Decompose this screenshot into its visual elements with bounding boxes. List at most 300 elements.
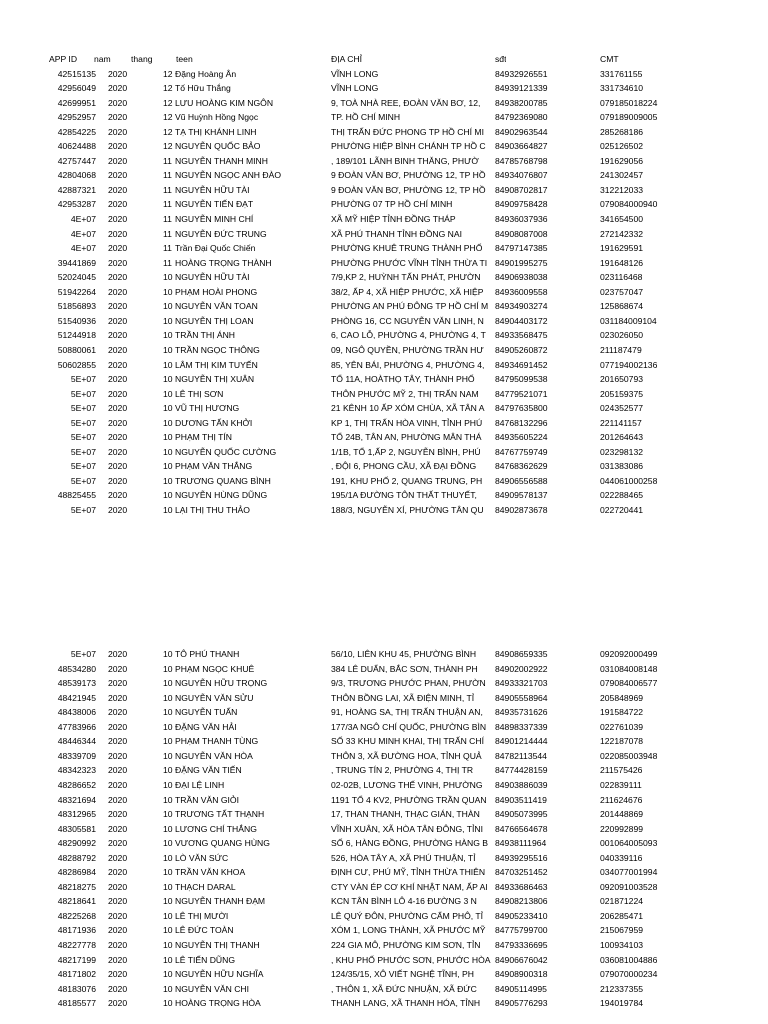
cell-nam: 2020 xyxy=(108,475,128,486)
cell-sdt: 84793336695 xyxy=(495,940,548,950)
cell-ten: NGUYỄN VĂN TOAN xyxy=(175,301,258,312)
cell-app-id: 5E+07 xyxy=(70,403,96,414)
cell-thang: 10 xyxy=(163,765,173,776)
cell-nam: 2020 xyxy=(108,97,128,108)
cell-ten: Tố Hữu Thắng xyxy=(175,83,231,94)
cell-cmt: 023026050 xyxy=(600,330,644,341)
header-sdt: sđt xyxy=(495,54,507,64)
cell-thang: 10 xyxy=(163,852,173,863)
cell-dia-chi: PHƯỜNG HIỆP BÌNH CHÁNH TP HỒ C xyxy=(331,141,486,152)
cell-app-id: 48286652 xyxy=(57,779,96,790)
table-row xyxy=(0,938,768,953)
cell-app-id: 42804068 xyxy=(57,170,96,181)
cell-sdt: 84908702817 xyxy=(495,184,548,195)
table-row xyxy=(0,285,768,300)
cell-sdt: 84902873678 xyxy=(495,505,548,515)
cell-dia-chi: ĐỊNH CƯ, PHÚ MỸ, TỈNH THỪA THIÊN xyxy=(331,867,486,878)
cell-thang: 10 xyxy=(163,286,173,297)
cell-thang: 10 xyxy=(163,881,173,892)
cell-ten: NGUYỄN ĐỨC TRUNG xyxy=(175,228,267,239)
cell-sdt: 84908900318 xyxy=(495,969,548,980)
cell-nam: 2020 xyxy=(108,301,128,312)
cell-thang: 11 xyxy=(163,155,172,166)
cell-sdt: 84905558964 xyxy=(495,692,548,703)
cell-nam: 2020 xyxy=(108,505,128,515)
cell-app-id: 48225268 xyxy=(57,910,96,921)
cell-nam: 2020 xyxy=(108,155,128,166)
cell-sdt: 84775799700 xyxy=(495,925,548,936)
cell-app-id: 5E+07 xyxy=(70,649,96,659)
table-row xyxy=(0,387,768,402)
header-nam: nam xyxy=(94,54,111,64)
cell-cmt: 100934103 xyxy=(600,940,644,950)
cell-dia-chi: THỊ TRẤN ĐỨC PHONG TP HỒ CHÍ MI xyxy=(331,126,484,137)
cell-app-id: 42515135 xyxy=(57,68,96,79)
cell-ten: HOÀNG TRỌNG HÒA xyxy=(175,998,261,1009)
cell-cmt: 034077001994 xyxy=(600,867,658,878)
cell-nam: 2020 xyxy=(108,838,128,849)
cell-cmt: 079084000940 xyxy=(600,199,658,210)
cell-app-id: 5E+07 xyxy=(70,388,96,399)
cell-nam: 2020 xyxy=(108,779,128,790)
cell-sdt: 84934076807 xyxy=(495,170,548,181)
header-app-id: APP ID xyxy=(49,54,78,64)
table-row xyxy=(0,996,768,1011)
cell-app-id: 48321694 xyxy=(57,794,96,805)
cell-cmt: 241302457 xyxy=(600,170,644,181)
table-row xyxy=(0,212,768,227)
cell-app-id: 40624488 xyxy=(57,141,96,152)
cell-ten: HOÀNG TRỌNG THÀNH xyxy=(175,257,272,268)
cell-thang: 12 xyxy=(163,97,173,108)
cell-thang: 12 xyxy=(163,83,173,94)
cell-sdt: 84939295516 xyxy=(495,852,548,863)
cell-nam: 2020 xyxy=(108,112,128,123)
cell-app-id: 48286984 xyxy=(57,867,96,878)
cell-sdt: 84938200785 xyxy=(495,97,548,108)
cell-sdt: 84906676042 xyxy=(495,954,548,965)
cell-nam: 2020 xyxy=(108,663,128,674)
cell-cmt: 205848969 xyxy=(600,692,644,703)
cell-thang: 11 xyxy=(163,199,172,210)
table-row xyxy=(0,314,768,329)
cell-ten: LÒ VĂN SỨC xyxy=(175,852,229,863)
cell-sdt: 84908213806 xyxy=(495,896,548,907)
cell-app-id: 5E+07 xyxy=(70,505,96,515)
table-row xyxy=(0,836,768,851)
cell-thang: 12 xyxy=(163,68,173,79)
cell-sdt: 84909578137 xyxy=(495,490,548,501)
cell-app-id: 42887321 xyxy=(57,184,96,195)
cell-thang: 11 xyxy=(163,243,172,254)
cell-ten: DƯƠNG TẤN KHỞI xyxy=(175,417,253,428)
cell-dia-chi: 384 LÊ DUẨN, BẮC SƠN, THÀNH PH xyxy=(331,663,478,674)
cell-app-id: 4E+07 xyxy=(70,214,96,224)
cell-nam: 2020 xyxy=(108,896,128,907)
cell-app-id: 51942264 xyxy=(57,286,96,297)
cell-nam: 2020 xyxy=(108,330,128,341)
cell-cmt: 040339116 xyxy=(600,852,643,863)
cell-sdt: 84703251452 xyxy=(495,867,548,878)
cell-dia-chi: 6, CAO LỖ, PHƯỜNG 4, PHƯỜNG 4, T xyxy=(331,330,486,341)
cell-ten: NGUYỄN TIẾN ĐẠT xyxy=(175,199,254,210)
cell-thang: 10 xyxy=(163,954,173,965)
cell-sdt: 84934691452 xyxy=(495,359,548,370)
cell-app-id: 48171802 xyxy=(57,969,96,980)
cell-nam: 2020 xyxy=(108,170,128,181)
cell-ten: TRẦN VĂN GIỎI xyxy=(175,794,239,805)
cell-cmt: 001064005093 xyxy=(600,838,658,849)
cell-cmt: 331734610 xyxy=(600,83,644,94)
cell-ten: ĐẠI LỆ LINH xyxy=(175,779,225,790)
cell-thang: 11 xyxy=(163,184,172,195)
cell-nam: 2020 xyxy=(108,403,128,414)
cell-dia-chi: THÔN PHƯỚC MỸ 2, THỊ TRẤN NAM xyxy=(331,388,479,399)
cell-ten: PHẠM THANH TÙNG xyxy=(175,736,259,747)
cell-app-id: 42854225 xyxy=(57,126,96,137)
cell-cmt: 285268186 xyxy=(600,126,644,137)
cell-app-id: 48183076 xyxy=(57,983,96,994)
cell-sdt: 84902963544 xyxy=(495,126,548,137)
cell-ten: NGUYỄN HÙNG DŨNG xyxy=(175,490,268,501)
cell-app-id: 50880061 xyxy=(57,344,96,355)
cell-thang: 10 xyxy=(163,330,173,341)
cell-sdt: 84905776293 xyxy=(495,998,548,1009)
cell-dia-chi: VĨNH XUÂN, XÃ HÒA TÂN ĐÔNG, TỈNI xyxy=(331,823,484,834)
cell-dia-chi: 526, HÒA TÂY A, XÃ PHÚ THUẬN, TỈ xyxy=(331,852,476,863)
cell-nam: 2020 xyxy=(108,446,128,457)
cell-cmt: 021871224 xyxy=(600,896,644,907)
cell-nam: 2020 xyxy=(108,852,128,863)
cell-cmt: 211575426 xyxy=(600,765,643,776)
table-row xyxy=(0,125,768,140)
cell-dia-chi: 9, TOÀ NHÀ REE, ĐOÀN VĂN BƠ, 12, xyxy=(331,97,481,108)
cell-sdt: 84785768798 xyxy=(495,155,548,166)
table-row xyxy=(0,953,768,968)
cell-dia-chi: THANH LANG, XÃ THANH HÓA, TỈNH xyxy=(331,998,481,1009)
cell-sdt: 84905073995 xyxy=(495,809,548,820)
cell-sdt: 84898337339 xyxy=(495,721,548,732)
cell-cmt: 201264643 xyxy=(600,432,644,443)
table-row xyxy=(0,372,768,387)
cell-dia-chi: 188/3, NGUYỄN XÍ, PHƯỜNG TÂN QU xyxy=(331,505,484,515)
cell-cmt: 191648126 xyxy=(600,257,644,268)
cell-cmt: 079189009005 xyxy=(600,112,658,123)
cell-dia-chi: 124/35/15, XÔ VIẾT NGHỆ TĨNH, PH xyxy=(331,969,474,980)
cell-ten: PHẠM VĂN THẮNG xyxy=(175,461,253,472)
cell-nam: 2020 xyxy=(108,68,128,79)
cell-ten: NGUYỄN THỊ XUÂN xyxy=(175,374,255,385)
cell-cmt: 212337355 xyxy=(600,983,644,994)
table-row xyxy=(0,154,768,169)
cell-dia-chi: KCN TÂN BÌNH LÔ 4-16 ĐƯỜNG 3 N xyxy=(331,896,477,907)
cell-thang: 10 xyxy=(163,505,173,515)
table-row xyxy=(0,139,768,154)
table-row xyxy=(0,183,768,198)
cell-cmt: 191629056 xyxy=(600,155,644,166)
cell-ten: LÊ ĐỨC TOÀN xyxy=(175,925,234,936)
cell-ten: NGUYỄN HỮU TRỌNG xyxy=(175,678,268,689)
cell-app-id: 4E+07 xyxy=(70,228,96,239)
cell-dia-chi: 09, NGÔ QUYỀN, PHƯỜNG TRẦN HƯ xyxy=(331,344,484,355)
cell-ten: NGUYỄN THỊ LOAN xyxy=(175,315,254,326)
cell-cmt: 221141157 xyxy=(600,417,642,428)
cell-thang: 10 xyxy=(163,301,173,312)
cell-thang: 10 xyxy=(163,678,173,689)
cell-sdt: 84905233410 xyxy=(495,910,548,921)
table-row xyxy=(0,676,768,691)
cell-ten: Đặng Hoàng Ân xyxy=(175,68,237,79)
cell-app-id: 5E+07 xyxy=(70,432,96,443)
cell-cmt: 031184009104 xyxy=(600,315,657,326)
cell-nam: 2020 xyxy=(108,461,128,472)
cell-dia-chi: 7/9,KP 2, HUỲNH TẤN PHÁT, PHƯỜN xyxy=(331,272,481,283)
cell-nam: 2020 xyxy=(108,736,128,747)
table-row xyxy=(0,923,768,938)
cell-ten: LÂM THỊ KIM TUYẾN xyxy=(175,359,258,370)
cell-nam: 2020 xyxy=(108,823,128,834)
cell-sdt: 84797635800 xyxy=(495,403,548,414)
cell-thang: 10 xyxy=(163,663,173,674)
cell-ten: LÊ TIẾN DŨNG xyxy=(175,954,236,965)
cell-app-id: 48305581 xyxy=(57,823,96,834)
cell-sdt: 84905260872 xyxy=(495,344,548,355)
cell-app-id: 48438006 xyxy=(57,707,96,718)
table-row xyxy=(0,982,768,997)
cell-cmt: 191629591 xyxy=(600,243,644,254)
cell-nam: 2020 xyxy=(108,257,128,268)
cell-sdt: 84906938038 xyxy=(495,272,548,283)
cell-thang: 10 xyxy=(163,896,173,907)
cell-thang: 11 xyxy=(163,214,172,224)
table-row xyxy=(0,343,768,358)
cell-cmt: 079185018224 xyxy=(600,97,658,108)
cell-nam: 2020 xyxy=(108,750,128,761)
table-row xyxy=(0,299,768,314)
cell-cmt: 031383086 xyxy=(600,461,644,472)
cell-dia-chi: 191, KHU PHỐ 2, QUANG TRUNG, PH xyxy=(331,475,483,486)
cell-dia-chi: CTY VÀN ÉP CƠ KHÍ NHẬT NAM, ẤP AI xyxy=(331,881,488,892)
cell-dia-chi: XÃ MỸ HIỆP TỈNH ĐỒNG THÁP xyxy=(331,214,456,224)
cell-cmt: 022761039 xyxy=(600,721,644,732)
cell-app-id: 48825455 xyxy=(57,490,96,501)
table-row xyxy=(0,445,768,460)
cell-cmt: 031084008148 xyxy=(600,663,658,674)
cell-ten: PHẠM HOÀI PHONG xyxy=(175,286,258,297)
cell-cmt: 079084006577 xyxy=(600,678,658,689)
cell-nam: 2020 xyxy=(108,417,128,428)
cell-app-id: 48185577 xyxy=(57,998,96,1009)
cell-app-id: 48339709 xyxy=(57,750,96,761)
cell-sdt: 84903511419 xyxy=(495,794,547,805)
cell-cmt: 272142332 xyxy=(600,228,644,239)
table-row xyxy=(0,401,768,416)
cell-dia-chi: PHÒNG 16, CC NGUYỄN VĂN LINH, N xyxy=(331,315,484,326)
table-row xyxy=(0,822,768,837)
cell-nam: 2020 xyxy=(108,765,128,776)
cell-thang: 10 xyxy=(163,736,173,747)
cell-ten: LÊ THỊ MƯỜI xyxy=(175,910,229,921)
cell-thang: 10 xyxy=(163,823,173,834)
cell-thang: 10 xyxy=(163,838,173,849)
cell-dia-chi: 9 ĐOÀN VĂN BƠ, PHƯỜNG 12, TP HỒ xyxy=(331,184,486,195)
cell-app-id: 51244918 xyxy=(57,330,96,341)
cell-nam: 2020 xyxy=(108,867,128,878)
cell-cmt: 023757047 xyxy=(600,286,644,297)
cell-ten: TRƯƠNG TẤT THẠNH xyxy=(175,809,265,820)
cell-sdt: 84795099538 xyxy=(495,374,548,385)
cell-dia-chi: 9/3, TRƯƠNG PHƯỚC PHAN, PHƯỜN xyxy=(331,678,486,689)
cell-dia-chi: 38/2, ẤP 4, XÃ HIỆP PHƯỚC, XÃ HIỆP xyxy=(331,286,484,297)
cell-app-id: 5E+07 xyxy=(70,417,96,428)
cell-ten: PHẠM NGỌC KHUÊ xyxy=(175,663,255,674)
cell-dia-chi: PHƯỜNG KHUÊ TRUNG THÀNH PHỐ xyxy=(331,243,483,254)
cell-dia-chi: , KHU PHỐ PHƯỚC SƠN, PHƯỚC HÒA xyxy=(331,954,491,965)
cell-app-id: 51540936 xyxy=(57,315,96,326)
cell-sdt: 84768362629 xyxy=(495,461,548,472)
cell-app-id: 48171936 xyxy=(57,925,96,936)
cell-ten: VŨ THỊ HƯƠNG xyxy=(175,403,240,414)
cell-dia-chi: SỐ 6, HÀNG ĐỒNG, PHƯỜNG HÀNG B xyxy=(331,838,489,849)
cell-dia-chi: TỔ 11A, HOÀTHỌ TÂY, THÀNH PHỐ xyxy=(331,374,475,385)
cell-thang: 10 xyxy=(163,707,173,718)
cell-thang: 12 xyxy=(163,141,173,152)
table-row xyxy=(0,967,768,982)
cell-ten: NGUYỄN THANH MINH xyxy=(175,155,268,166)
table-row xyxy=(0,734,768,749)
cell-dia-chi: 224 GIA MÔ, PHƯỜNG KIM SƠN, TỈN xyxy=(331,940,481,950)
cell-sdt: 84933568475 xyxy=(495,330,548,341)
cell-cmt: 023116468 xyxy=(600,272,643,283)
cell-nam: 2020 xyxy=(108,388,128,399)
cell-ten: NGUYỄN QUỐC BẢO xyxy=(175,141,261,152)
cell-dia-chi: 91, HOÀNG SA, THỊ TRẤN THUẬN AN, xyxy=(331,707,483,718)
cell-sdt: 84938111964 xyxy=(495,838,547,849)
cell-thang: 11 xyxy=(163,257,172,268)
cell-cmt: 201448869 xyxy=(600,809,644,820)
cell-nam: 2020 xyxy=(108,954,128,965)
table-row xyxy=(0,909,768,924)
cell-dia-chi: 56/10, LIÊN KHU 45, PHƯỜNG BÌNH xyxy=(331,649,477,659)
cell-cmt: 022085003948 xyxy=(600,750,658,761)
cell-cmt: 331761155 xyxy=(600,68,643,79)
cell-thang: 10 xyxy=(163,998,173,1009)
cell-dia-chi: PHƯỜNG AN PHÚ ĐÔNG TP HỒ CHÍ M xyxy=(331,301,489,312)
cell-dia-chi: , 189/101 LÃNH BINH THĂNG, PHƯỜ xyxy=(331,155,479,166)
cell-thang: 10 xyxy=(163,925,173,936)
cell-app-id: 48218641 xyxy=(57,896,96,907)
cell-dia-chi: 17, THAN THANH, THẠC GIÁN, THÀN xyxy=(331,809,480,820)
cell-ten: Trần Đại Quốc Chiến xyxy=(175,243,256,254)
cell-nam: 2020 xyxy=(108,721,128,732)
cell-dia-chi: 195/1A ĐƯỜNG TÔN THẤT THUYẾT, xyxy=(331,490,477,501)
table-row xyxy=(0,880,768,895)
header-row xyxy=(0,52,768,67)
table-row xyxy=(0,81,768,96)
cell-ten: NGUYỄN MINH CHÍ xyxy=(175,214,254,224)
cell-thang: 10 xyxy=(163,940,173,950)
cell-ten: NGUYỄN THANH ĐẠM xyxy=(175,896,266,907)
cell-cmt: 025126502 xyxy=(600,141,644,152)
cell-nam: 2020 xyxy=(108,228,128,239)
cell-thang: 10 xyxy=(163,692,173,703)
cell-sdt: 84901995275 xyxy=(495,257,548,268)
table-row xyxy=(0,662,768,677)
cell-nam: 2020 xyxy=(108,315,128,326)
cell-ten: NGUYỄN NGỌC ANH ĐÀO xyxy=(175,170,282,181)
cell-app-id: 48446344 xyxy=(57,736,96,747)
header-dia-chi: ĐỊA CHỈ xyxy=(331,54,363,64)
cell-app-id: 5E+07 xyxy=(70,461,96,472)
cell-app-id: 47783966 xyxy=(57,721,96,732)
cell-dia-chi: , THÔN 1, XÃ ĐỨC NHUẬN, XÃ ĐỨC xyxy=(331,983,477,994)
header-teen: teen xyxy=(176,54,193,64)
cell-ten: Vũ Huỳnh Hồng Ngọc xyxy=(175,112,259,123)
cell-cmt: 122187078 xyxy=(600,736,644,747)
cell-ten: ĐẶNG VĂN TIẾN xyxy=(175,765,242,776)
cell-sdt: 84904403172 xyxy=(495,315,548,326)
table-row xyxy=(0,720,768,735)
cell-nam: 2020 xyxy=(108,794,128,805)
cell-ten: TRƯƠNG QUANG BÌNH xyxy=(175,475,271,486)
cell-ten: NGUYỄN HỮU NGHĨA xyxy=(175,969,264,980)
cell-app-id: 42953287 xyxy=(57,199,96,210)
cell-thang: 10 xyxy=(163,750,173,761)
cell-cmt: 125868674 xyxy=(600,301,644,312)
cell-app-id: 5E+07 xyxy=(70,374,96,385)
cell-ten: LƯU HOÀNG KIM NGÔN xyxy=(175,97,274,108)
cell-nam: 2020 xyxy=(108,649,128,659)
cell-app-id: 48539173 xyxy=(57,678,96,689)
cell-sdt: 84932926551 xyxy=(495,68,548,79)
table-row xyxy=(0,270,768,285)
table-row xyxy=(0,168,768,183)
cell-sdt: 84903664827 xyxy=(495,141,548,152)
cell-nam: 2020 xyxy=(108,490,128,501)
cell-sdt: 84935731626 xyxy=(495,707,548,718)
header-cmt: CMT xyxy=(600,54,619,64)
cell-sdt: 84774428159 xyxy=(495,765,548,776)
cell-app-id: 48227778 xyxy=(57,940,96,950)
table-row xyxy=(0,705,768,720)
cell-cmt: 044061000258 xyxy=(600,475,658,486)
cell-nam: 2020 xyxy=(108,344,128,355)
table-row xyxy=(0,227,768,242)
cell-app-id: 5E+07 xyxy=(70,446,96,457)
cell-ten: NGUYỄN VĂN HÒA xyxy=(175,750,253,761)
cell-cmt: 211187479 xyxy=(600,344,642,355)
cell-sdt: 84905114995 xyxy=(495,983,547,994)
cell-thang: 10 xyxy=(163,461,173,472)
cell-app-id: 42956049 xyxy=(57,83,96,94)
cell-cmt: 092092000499 xyxy=(600,649,658,659)
cell-thang: 10 xyxy=(163,490,173,501)
table-row xyxy=(0,488,768,503)
cell-ten: LÊ THỊ SƠN xyxy=(175,388,224,399)
cell-cmt: 205159375 xyxy=(600,388,644,399)
cell-thang: 12 xyxy=(163,112,173,123)
cell-cmt: 194019784 xyxy=(600,998,644,1009)
cell-thang: 10 xyxy=(163,417,173,428)
cell-dia-chi: TỔ 24B, TÂN AN, PHƯỜNG MÂN THÁ xyxy=(331,432,482,443)
cell-thang: 12 xyxy=(163,126,173,137)
table-row xyxy=(0,241,768,256)
cell-sdt: 84782113544 xyxy=(495,750,547,761)
cell-ten: THẠCH DARAL xyxy=(175,881,236,892)
cell-cmt: 201650793 xyxy=(600,374,644,385)
cell-sdt: 84908087008 xyxy=(495,228,548,239)
cell-dia-chi: 177/3A NGÔ CHÍ QUỐC, PHƯỜNG BÌN xyxy=(331,721,487,732)
